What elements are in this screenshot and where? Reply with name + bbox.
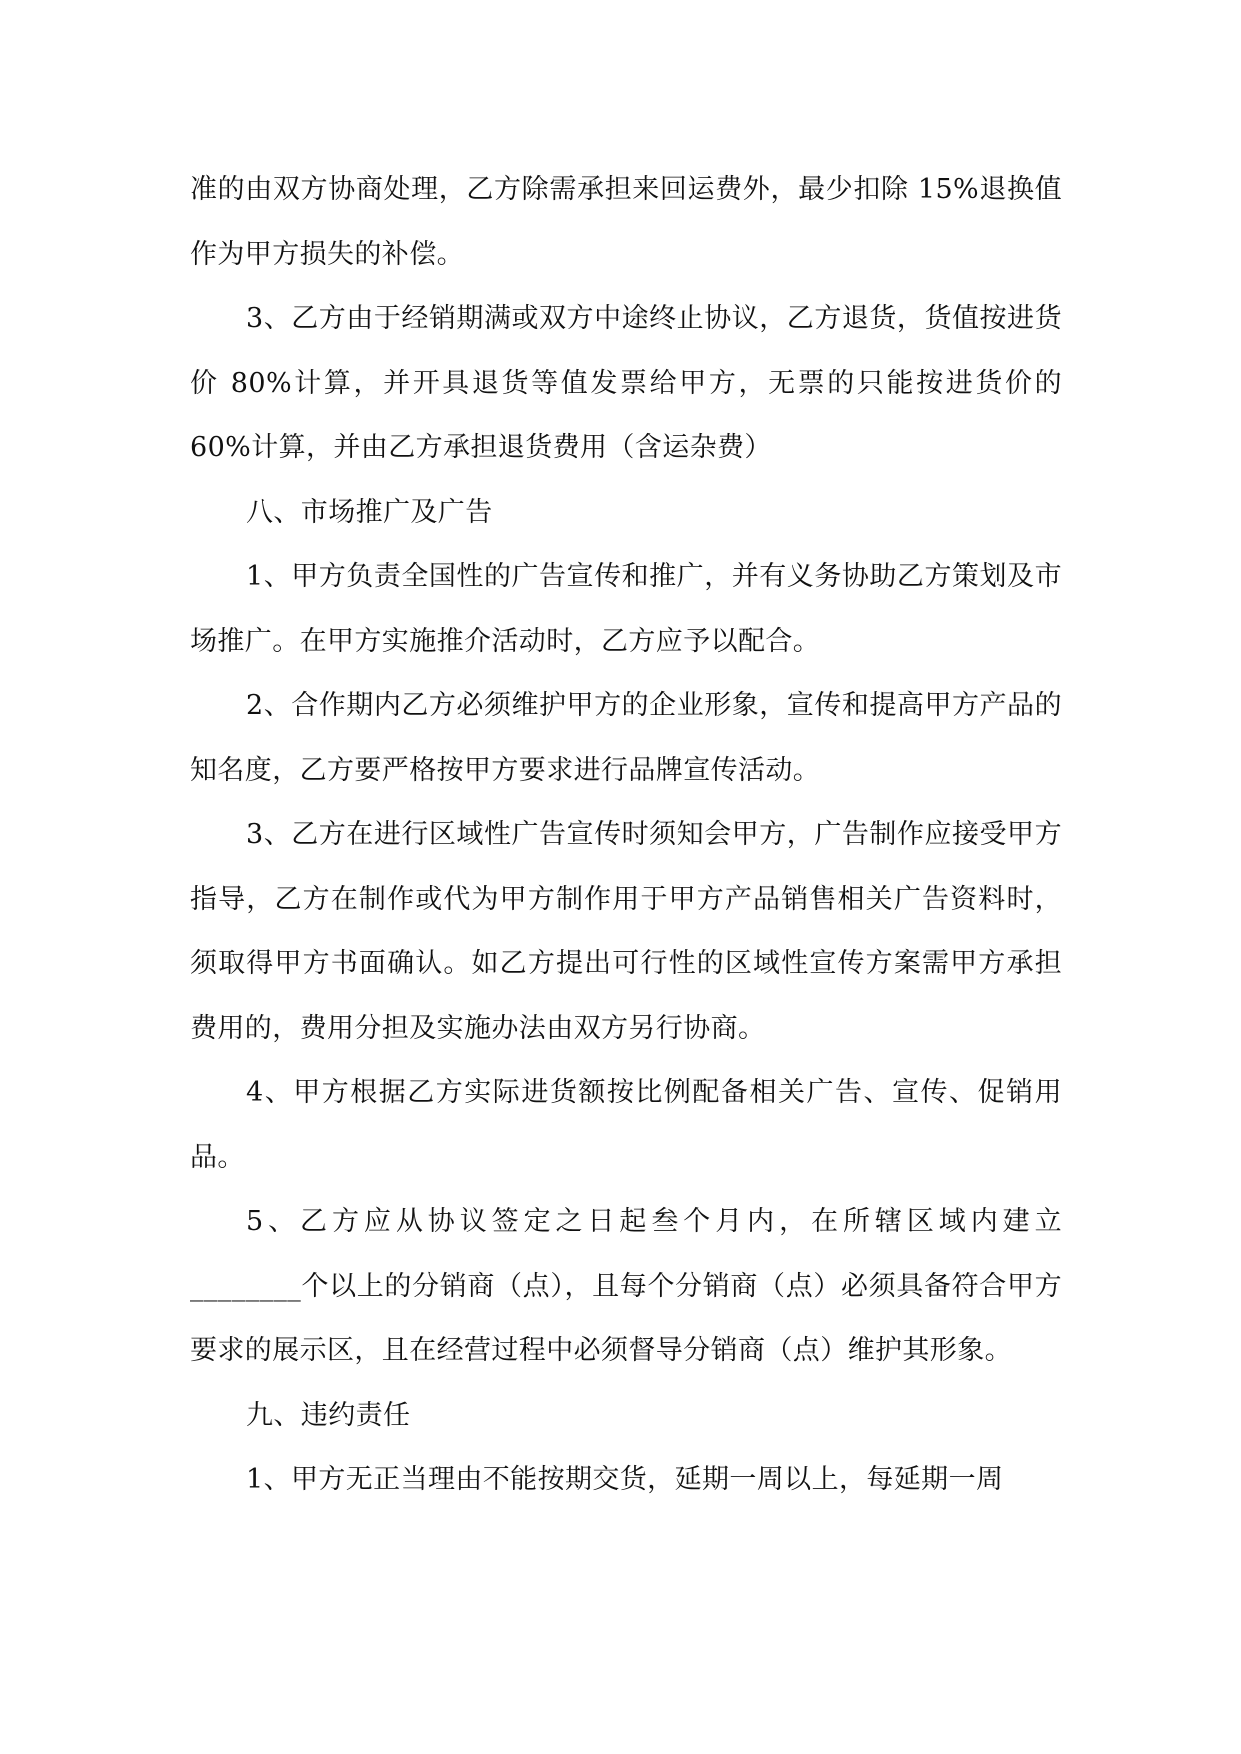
paragraph-clause-8-5: 5、乙方应从协议签定之日起叁个月内，在所辖区域内建立 ________个以上的分销商（点），且每个分销商（点）必须具备符合甲方要求的展示区，且在经营过程中必须督导分销商（点）维护其形象。 (190, 1206, 1062, 1366)
paragraph-clause-7-3: 3、乙方由于经销期满或双方中途终止协议，乙方退货，货值按进货价 80%计算，并开具退货等值发票给甲方，无票的只能按进货价的 60%计算，并由乙方承担退货费用（含运杂费） (190, 303, 1062, 463)
paragraph-clause-8-2: 2、合作期内乙方必须维护甲方的企业形象，宣传和提高甲方产品的知名度，乙方要严格按甲方要求进行品牌宣传活动。 (190, 690, 1062, 786)
section-heading-9: 九、违约责任 (246, 1399, 411, 1431)
section-heading-8: 八、市场推广及广告 (246, 496, 493, 528)
paragraph-clause-8-1: 1、甲方负责全国性的广告宣传和推广，并有义务协助乙方策划及市场推广。在甲方实施推介活动时，乙方应予以配合。 (190, 561, 1062, 657)
paragraph-clause-8-4: 4、甲方根据乙方实际进货额按比例配备相关广告、宣传、促销用品。 (190, 1077, 1062, 1173)
paragraph-return-compensation: 准的由双方协商处理，乙方除需承担来回运费外，最少扣除 15%退换值作为甲方损失的补偿。 (190, 174, 1062, 270)
paragraph-clause-8-3: 3、乙方在进行区域性广告宣传时须知会甲方，广告制作应接受甲方指导，乙方在制作或代为甲方制作用于甲方产品销售相关广告资料时，须取得甲方书面确认。如乙方提出可行性的区域性宣传方案需甲方承担费用的，费用分担及实施办法由双方另行协商。 (190, 819, 1062, 1044)
document-body (190, 158, 1062, 1513)
paragraph-clause-9-1: 1、甲方无正当理由不能按期交货，延期一周以上，每延期一周 (246, 1464, 1004, 1495)
